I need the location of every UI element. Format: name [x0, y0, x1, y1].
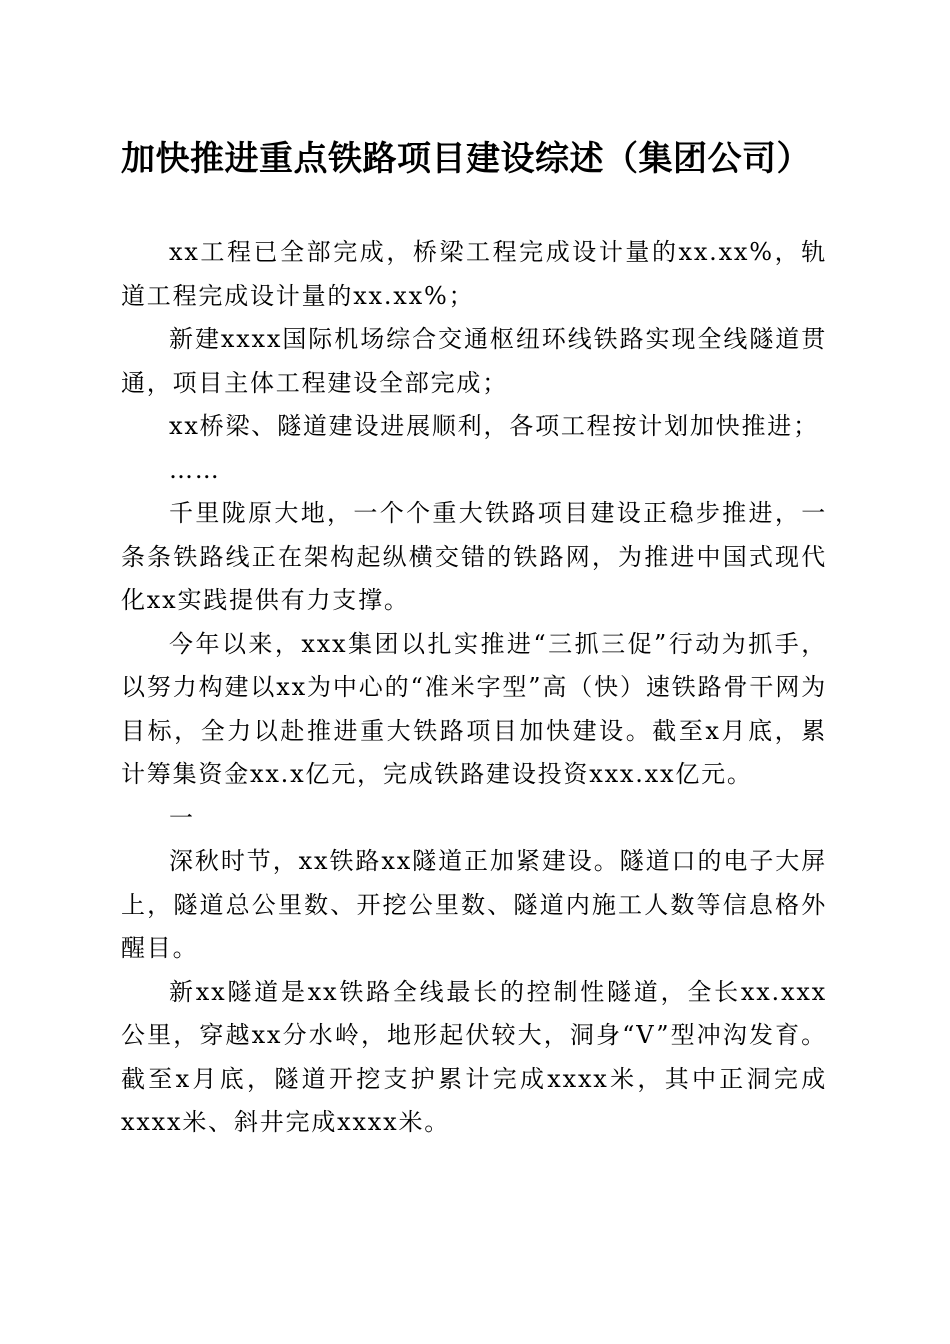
paragraph: 新xx隧道是xx铁路全线最长的控制性隧道，全长xx.xxx公里，穿越xx分水岭，地形起伏较大，洞身“V”型冲沟发育。截至x月底，隧道开挖支护累计完成xxxx米，其中正洞完成xxxx米、斜井完成xxxx米。 — [121, 977, 827, 1136]
paragraph: 新建xxxx国际机场综合交通枢纽环线铁路实现全线隧道贯通，项目主体工程建设全部完成； — [121, 325, 827, 397]
ellipsis-paragraph: …… — [169, 455, 221, 484]
paragraph: 深秋时节，xx铁路xx隧道正加紧建设。隧道口的电子大屏上，隧道总公里数、开挖公里数、隧道内施工人数等信息格外醒目。 — [121, 847, 827, 962]
document-title: 加快推进重点铁路项目建设综述（集团公司） — [121, 139, 811, 179]
paragraph: xx桥梁、隧道建设进展顺利，各项工程按计划加快推进； — [169, 412, 819, 440]
document-body — [121, 231, 827, 1145]
paragraph: 今年以来，xxx集团以扎实推进“三抓三促”行动为抓手，以努力构建以xx为中心的“准米字型”高（快）速铁路骨干网为目标，全力以赴推进重大铁路项目加快建设。截至x月底，累计筹集资金xx.x亿元，完成铁路建设投资xxx.xx亿元。 — [121, 629, 827, 788]
section-number: 一 — [169, 803, 195, 832]
paragraph: 千里陇原大地，一个个重大铁路项目建设正稳步推进，一条条铁路线正在架构起纵横交错的铁路网，为推进中国式现代化xx实践提供有力支撑。 — [121, 499, 827, 614]
paragraph: xx工程已全部完成，桥梁工程完成设计量的xx.xx%，轨道工程完成设计量的xx.xx%； — [121, 238, 827, 310]
